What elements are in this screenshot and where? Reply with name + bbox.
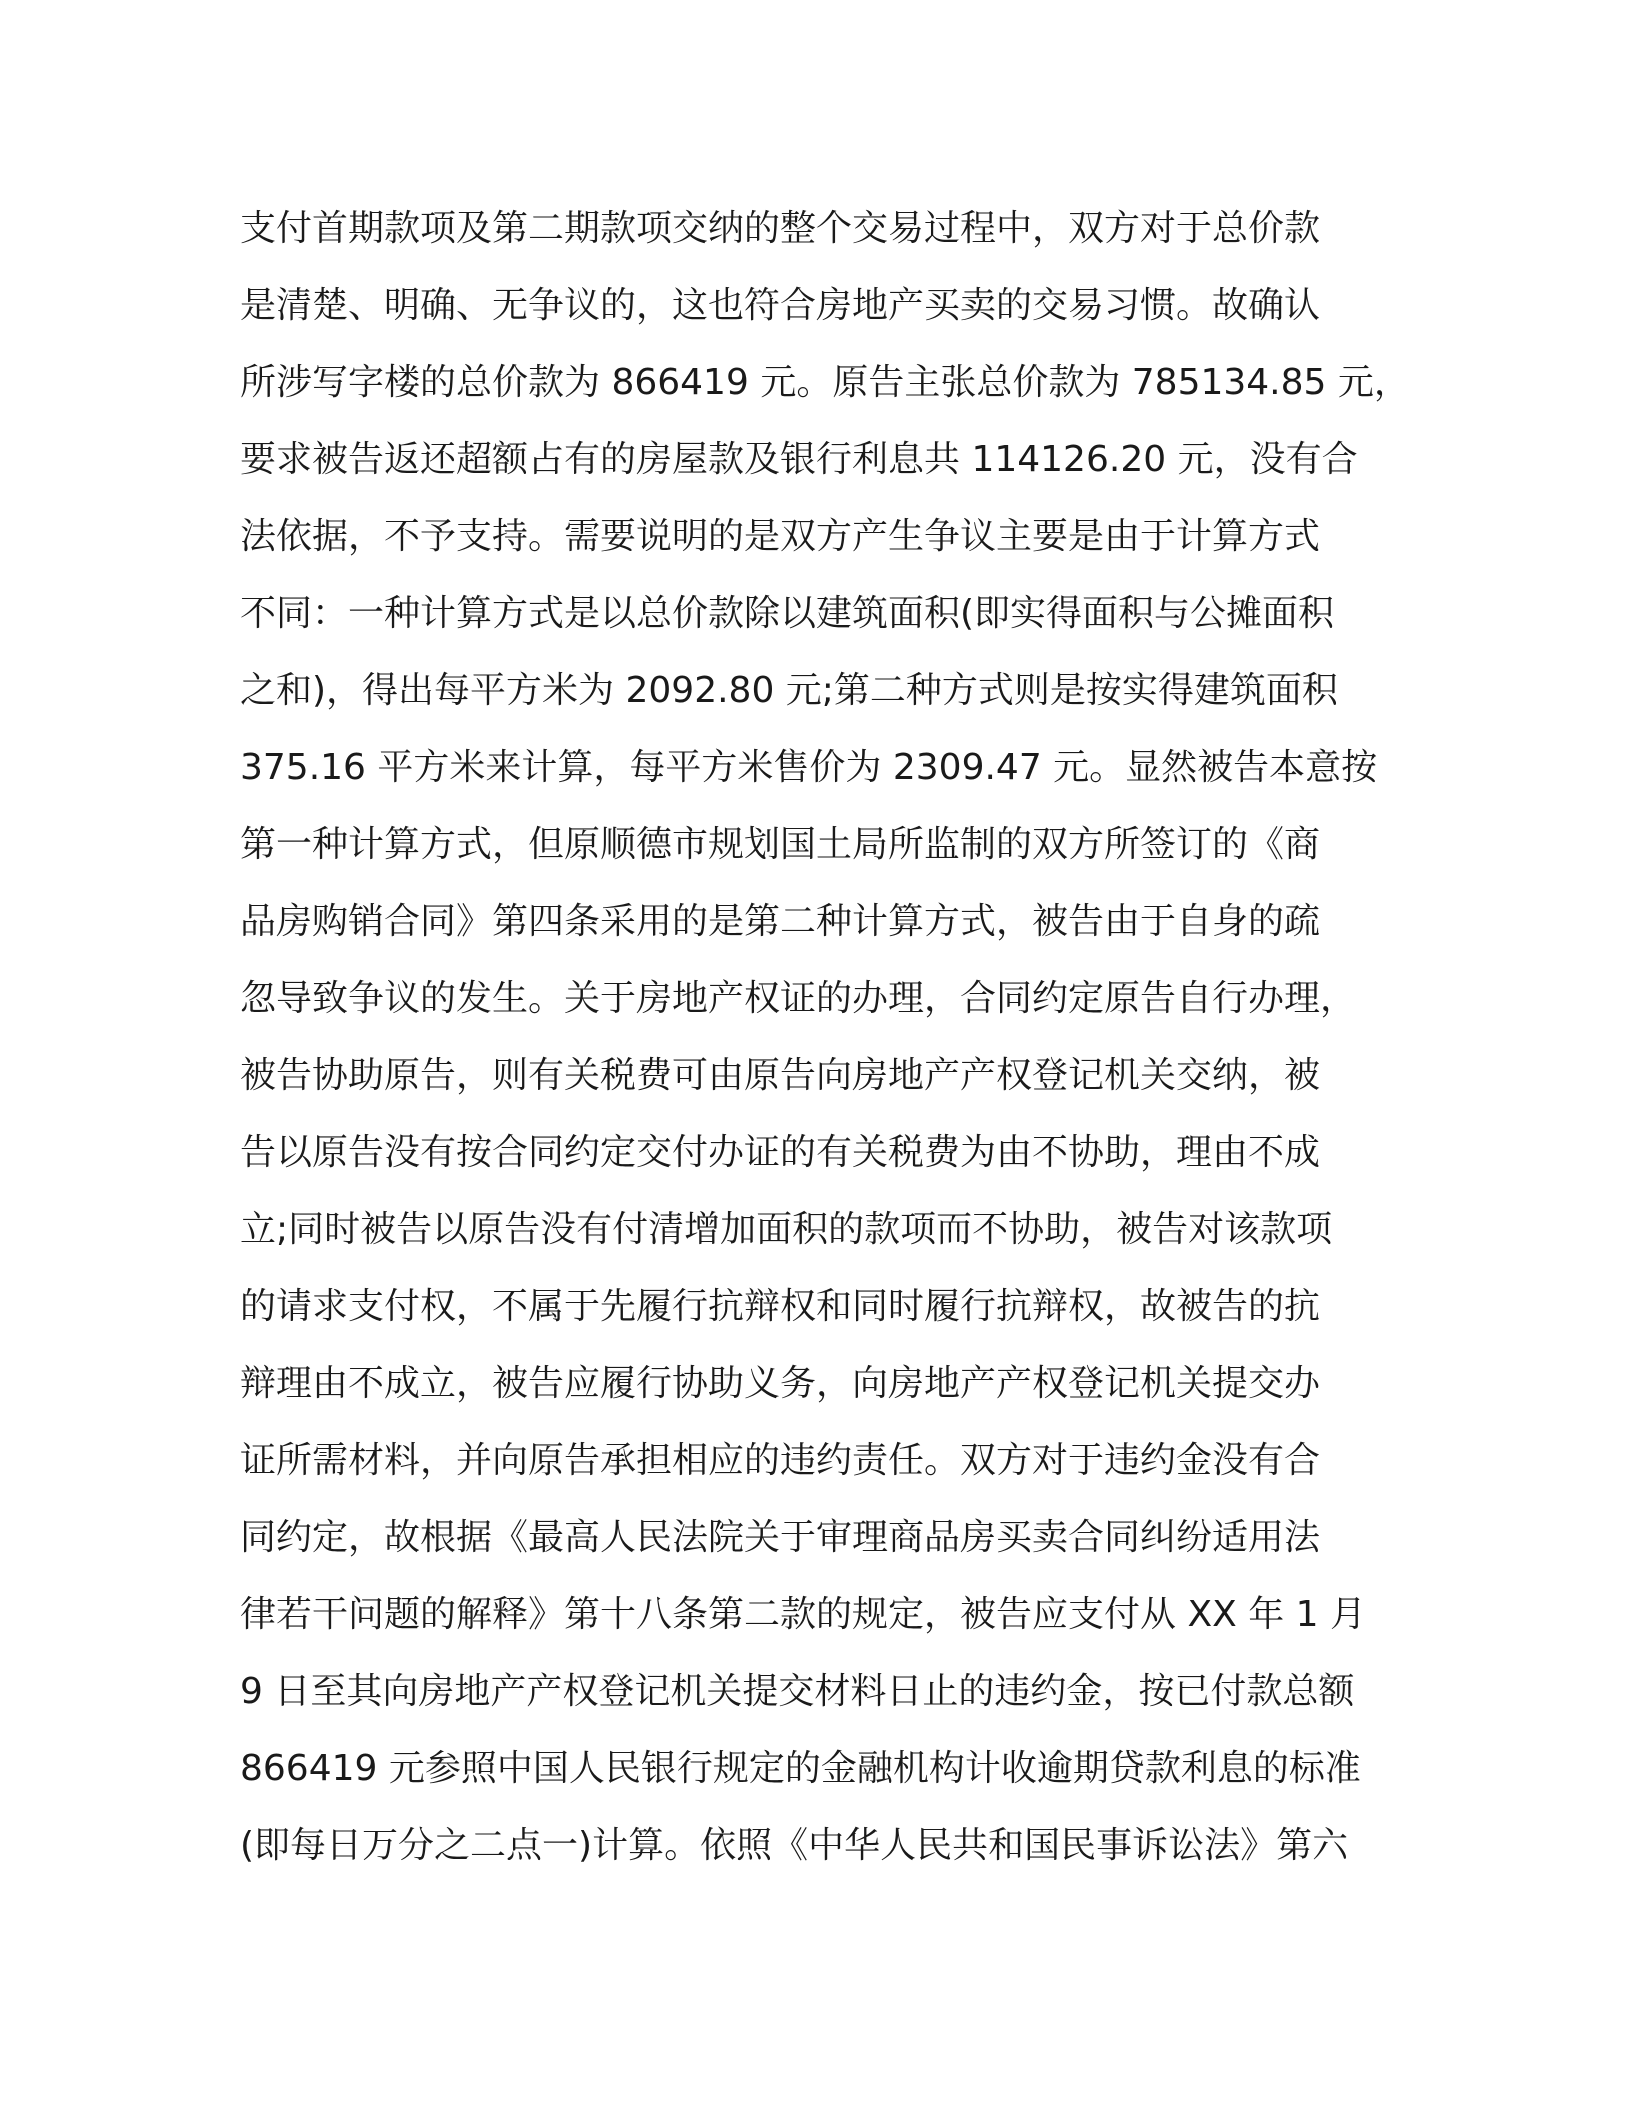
text-line: 告以原告没有按合同约定交付办证的有关税费为由不协助，理由不成: [240, 1132, 1321, 1173]
text-line: 证所需材料，并向原告承担相应的违约责任。双方对于违约金没有合: [240, 1440, 1321, 1481]
text-line: 辩理由不成立，被告应履行协助义务，向房地产产权登记机关提交办: [240, 1363, 1321, 1404]
text-line: 之和)，得出每平方米为 2092.80 元;第二种方式则是按实得建筑面积: [240, 670, 1338, 711]
text-line: 不同：一种计算方式是以总价款除以建筑面积(即实得面积与公摊面积: [240, 593, 1335, 634]
text-line: 被告协助原告，则有关税费可由原告向房地产产权登记机关交纳，被: [240, 1055, 1321, 1096]
text-line: 9 日至其向房地产产权登记机关提交材料日止的违约金，按已付款总额: [240, 1671, 1355, 1712]
text-line: 866419 元参照中国人民银行规定的金融机构计收逾期贷款利息的标准: [240, 1748, 1361, 1789]
text-line: 立;同时被告以原告没有付清增加面积的款项而不协助，被告对该款项: [240, 1209, 1333, 1250]
body-text: [240, 190, 1410, 1884]
text-line: 法依据，不予支持。需要说明的是双方产生争议主要是由于计算方式: [240, 516, 1321, 557]
text-line: 的请求支付权，不属于先履行抗辩权和同时履行抗辩权，故被告的抗: [240, 1286, 1321, 1327]
text-line: 同约定，故根据《最高人民法院关于审理商品房买卖合同纠纷适用法: [240, 1517, 1321, 1558]
text-line: 第一种计算方式，但原顺德市规划国土局所监制的双方所签订的《商: [240, 824, 1321, 865]
text-line: 是清楚、明确、无争议的，这也符合房地产买卖的交易习惯。故确认: [240, 285, 1321, 326]
text-line: 律若干问题的解释》第十八条第二款的规定，被告应支付从 XX 年 1 月: [240, 1594, 1367, 1635]
text-line: 要求被告返还超额占有的房屋款及银行利息共 114126.20 元，没有合: [240, 439, 1358, 480]
text-line: 品房购销合同》第四条采用的是第二种计算方式，被告由于自身的疏: [240, 901, 1321, 942]
text-line: 375.16 平方米来计算，每平方米售价为 2309.47 元。显然被告本意按: [240, 747, 1378, 788]
text-line: 所涉写字楼的总价款为 866419 元。原告主张总价款为 785134.85 元，: [240, 362, 1410, 403]
text-line: (即每日万分之二点一)计算。依照《中华人民共和国民事诉讼法》第六: [240, 1825, 1349, 1866]
text-line: 忽导致争议的发生。关于房地产权证的办理，合同约定原告自行办理，: [240, 978, 1357, 1019]
text-line: 支付首期款项及第二期款项交纳的整个交易过程中，双方对于总价款: [240, 208, 1321, 249]
